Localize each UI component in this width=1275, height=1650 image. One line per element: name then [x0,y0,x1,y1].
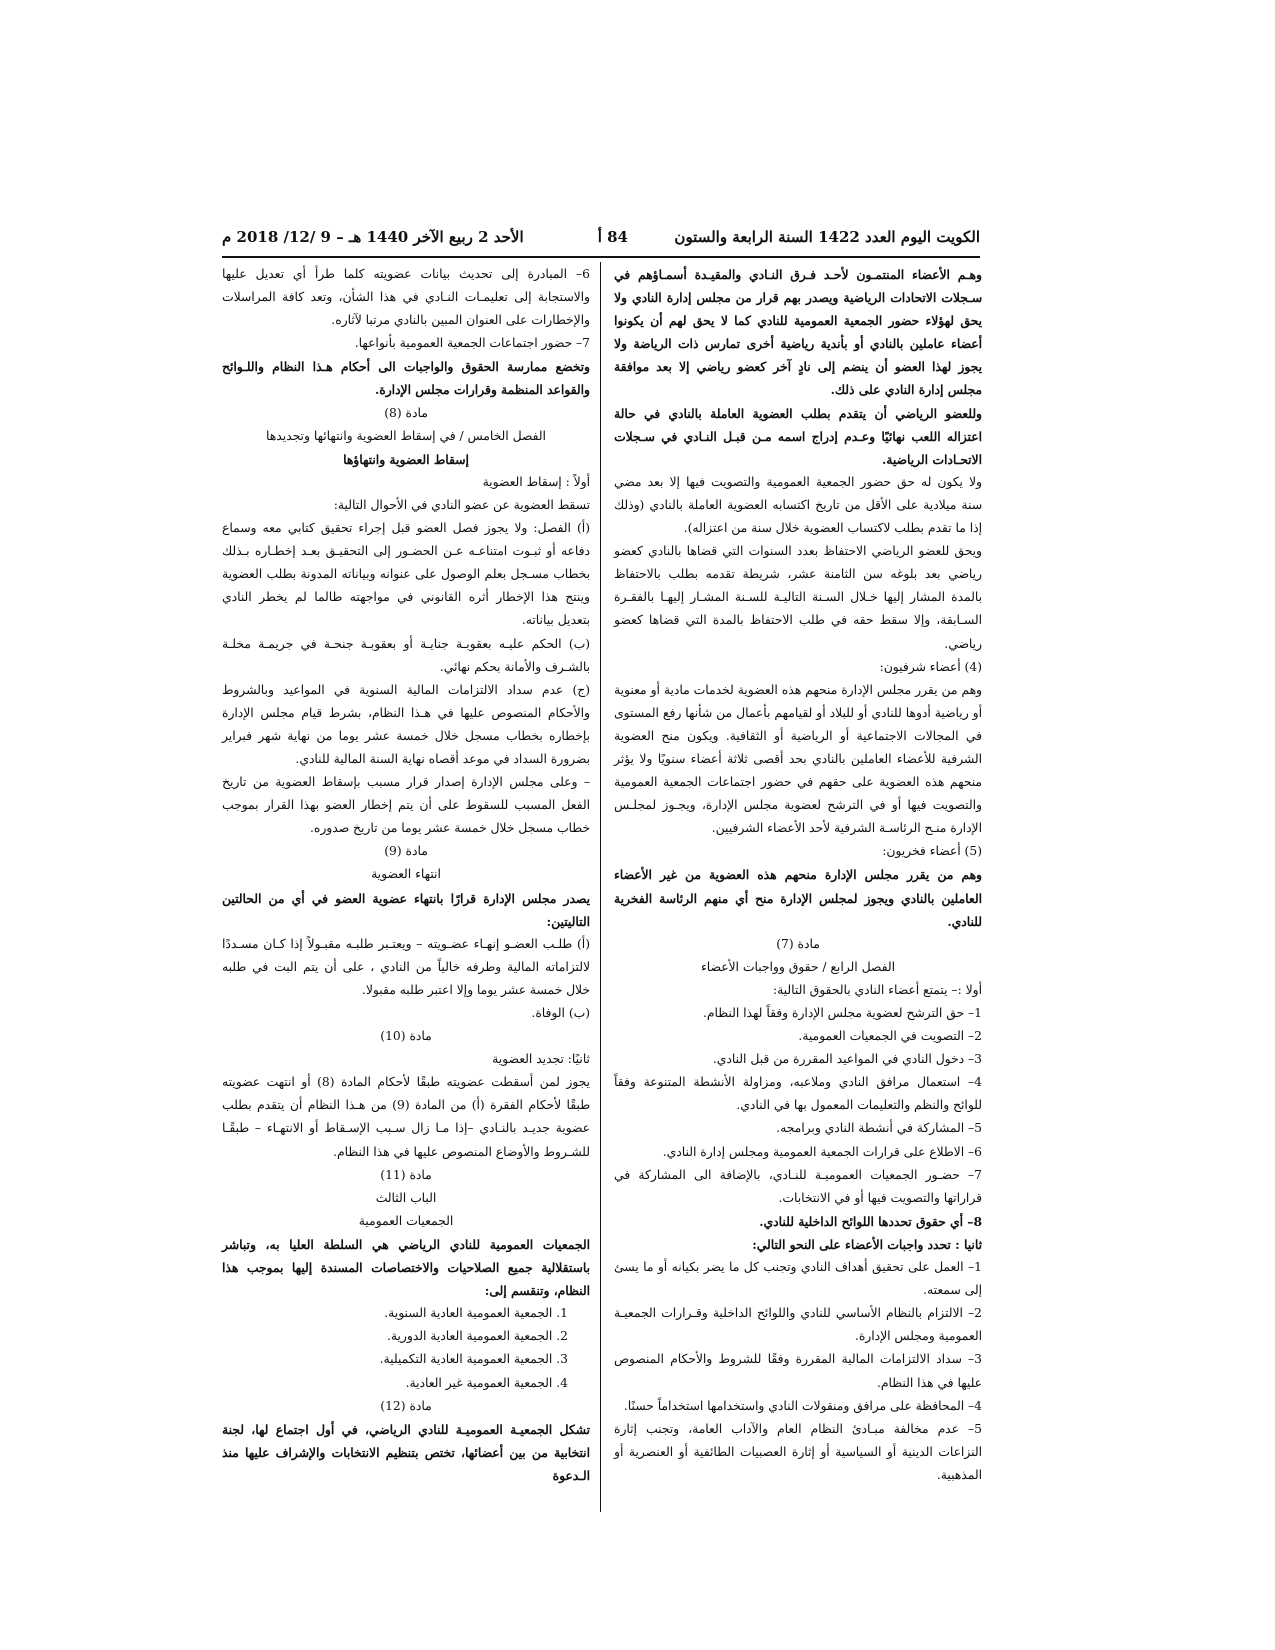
header-date: الأحد 2 ربيع الآخر 1440 هـ – 9 /12/ 2018 م [222,228,524,246]
list-item: 6– المبادرة إلى تحديث بيانات عضويته كلما طرأ أي تعديل عليها والاستجابة إلى تعليمـات النـادي في هذا الشأن، وتعد كافة المراسلات والإخطارات على العنوان المبين بالنادي مرتبا لآثاره. [222,267,590,328]
paragraph: يصدر مجلس الإدارة قرارًا بانتهاء عضوية العضو في أي من الحالتين التاليتين: [222,890,590,929]
subheading: ثانيًا: تجديد العضوية [492,1052,590,1067]
article-number: مادة (8) [384,405,428,420]
list-item: 7– حضـور الجمعيات العموميـة للنـادي، بالإضافة الى المشاركة في قراراتها والتصويت فيها أو في الانتخابات. [614,1167,982,1205]
header-rule [222,256,980,258]
list-item: (ب) الوفاة. [531,1006,590,1020]
paragraph: وهـم الأعضاء المنتمـون لأحـد فـرق النـادي والمقيـدة أسمـاؤهم في سـجلات الاتحادات الرياضية ويصدر بهم قرار من مجلس إدارة النادي ولا يحق لهؤلاء حضور الجمعية العمومية للنادي كما لا يحق لهم أن يكونوا أعضاء عاملين بالنادي أو بأندية رياضية أخرى تمارس ذات الرياضة ولا يجوز لهذا العضو أن ينضم إلى نادٍ آخر كعضو رياضي إلا بعد موافقة مجلس إدارة النادي على ذلك. [614,267,982,398]
list-item: 2. الجمعية العمومية العادية الدورية. [386,1329,568,1344]
list-item: 4. الجمعية العمومية غير العادية. [405,1375,568,1390]
left-column [222,263,590,1487]
header-page-number: 84 أ [597,228,628,246]
paragraph: وللعضو الرياضي أن يتقدم بطلب العضوية العاملة بالنادي في حالة اعتزاله اللعب نهائيًا وعـدم إدراج اسمه مـن قبـل النـادي في سـجلات الاتحـادات الرياضية. [614,405,982,467]
list-item: 5– المشاركة في أنشطة النادي وبرامجه. [776,1121,982,1136]
list-item: 8– أي حقوق تحددها اللوائح الداخلية للنادي. [759,1213,982,1229]
column-divider [600,262,601,1512]
chapter-heading: الفصل الرابع / حقوق وواجبات الأعضاء [701,959,895,974]
right-column [614,263,982,1487]
list-item: 1– حق الترشح لعضوية مجلس الإدارة وفقاً لهذا النظام. [703,1006,982,1020]
part-heading: الباب الثالث [375,1190,437,1205]
paragraph: وهم من يقرر مجلس الإدارة منحهم هذه العضوية لخدمات مادية أو معنوية أو رياضية أدوها للنادي أو للبلاد أو لقيامهم بأعمال من شأنها رفع المستوى في المجالات الاجتماعية أو الرياضية أو الثقافية. ويكون منح العضوية الشرفية للأعضاء العاملين بالنادي بحد أقصى ثلاثة أعضاء سنويًا ولا يؤثر منحهم هذه العضوية على حقهم في حضور اجتماعات الجمعية العمومية والتصويت فيها أو في الترشح لعضوية مجلس الإدارة، ويجـوز لمجلـس الإدارة منـح الرئاسـة الشرفية لأحد الأعضاء الشرفيين. [614,682,982,836]
list-item: 1– العمل على تحقيق أهداف النادي وتجنب كل ما يضر بكيانه أو ما يسئ إلى سمعته. [614,1260,982,1298]
list-item: 2– التصويت في الجمعيات العمومية. [798,1029,982,1044]
list-item: 3– سداد الالتزامات المالية المقررة وفقًا للشروط والأحكام المنصوص عليها في هذا النظام. [614,1352,982,1390]
list-item: 4– استعمال مرافق النادي وملاعبه، ومزاولة الأنشطة المتنوعة وفقاً للوائح والنظم والتعليمات المعمول بها في النادي. [614,1075,982,1113]
article-number: مادة (11) [380,1167,432,1182]
list-item: (ب) الحكم عليـه بعقوبـة جنايـة أو بعقوبـة جنحـة في جريمـة مخلـة بالشـرف والأمانة بحكم نهائي. [222,636,590,674]
paragraph: يجوز لمن أسقطت عضويته طبقًا لأحكام المادة (8) أو انتهت عضويته طبقًا لأحكام الفقرة (أ) من المادة (9) من هـذا النظام أن يتقدم بطلب عضوية جديـد بالنـادي –إذا مـا زال سـبب الإسـقاط أو الانتهـاء – طبقًـا للشـروط والأوضاع المنصوص عليها في هذا النظام. [222,1075,590,1159]
list-item: 6– الاطلاع على قرارات الجمعية العمومية ومجلس إدارة النادي. [662,1144,982,1159]
paragraph: ولا يكون له حق حضور الجمعية العمومية والتصويت فيها إلا بعد مضي سنة ميلادية على الأقل من تاريخ اكتسابه العضوية العاملة بالنادي (وذلك إذا ما تقدم بطلب لاكتساب العضوية خلال سنة من اعتزاله). [614,474,982,536]
list-item: 2– الالتزام بالنظام الأساسي للنادي واللوائح الداخلية وقـرارات الجمعيـة العمومية ومجلس الإدارة. [614,1306,982,1344]
list-item: 3. الجمعية العمومية العادية التكميلية. [379,1352,568,1367]
subheading: ثانيا : تحدد واجبات الأعضاء على النحو التالي: [752,1236,982,1252]
list-item: (أ) طلـب العضـو إنهـاء عضـويته – ويعتـبر طلبـه مقبـولاً إذا كـان مسـددًا لالتزاماته المالية وطرفه خالياً من النادي ، على أن يتم البت في طلبه خلال خمسة عشر يوما وإلا اعتبر طلبه مقبولا. [222,936,590,997]
list-item: 3– دخول النادي في المواعيد المقررة من قبل النادي. [712,1052,982,1067]
page-header [222,228,980,254]
subheading: (4) أعضاء شرفيون: [879,659,982,674]
section-heading: انتهاء العضوية [371,867,441,882]
paragraph: تشكل الجمعيـة العموميـة للنادي الرياضي، في أول اجتماع لها، لجنة انتخابية من بين أعضائها، تختص بتنظيم الانتخابات والإشراف عليها منذ الـدعوة [222,1421,590,1483]
subheading: أولاً : إسقاط العضوية [482,474,590,489]
paragraph: وتخضع ممارسة الحقوق والواجبات الى أحكام هـذا النظام واللـوائح والقواعد المنظمة وقرارات مجلس الإدارة. [222,359,590,398]
paragraph: الجمعيات العمومية للنادي الرياضي هي السلطة العليا به، وتباشر باستقلالية جميع الصلاحيات والاختصاصات المسندة إليها بموجب هذا النظام، وتنقسم إلى: [222,1236,590,1299]
list-item: (ج) عدم سداد الالتزامات المالية السنوية في المواعيد وبالشروط والأحكام المنصوص عليها في هـذا النظام، بشرط قيام مجلس الإدارة بإخطاره بخطاب مسجل خلال خمسة عشر يوما من نهاية شهر فبراير بضرورة السداد في موعد أقصاه نهاية السنة المالية للنادي. [222,682,590,766]
article-number: مادة (10) [380,1029,432,1044]
list-item: 4– المحافظة على مرافق ومنقولات النادي واستخدامها استخداماً حسنًا. [623,1398,982,1413]
header-gazette-issue: الكويت اليوم العدد 1422 السنة الرابعة والستون [674,228,980,246]
list-item: 7– حضور اجتماعات الجمعية العمومية بأنواعها. [354,336,590,351]
article-number: مادة (7) [776,936,820,951]
section-heading: الجمعيات العمومية [358,1213,454,1228]
subheading: (5) أعضاء فخريون: [882,844,982,859]
paragraph: – وعلى مجلس الإدارة إصدار قرار مسبب بإسقاط العضوية من تاريخ الفعل المسبب للسقوط على أن يتم إخطار العضو بهذا القرار بموجب خطاب مسجل خلال خمسة عشر يوما من تاريخ صدوره. [222,775,590,836]
paragraph: ويحق للعضو الرياضي الاحتفاظ بعدد السنوات التي قضاها بالنادي كعضو رياضي بعد بلوغه سن الثامنة عشر، شريطة تقدمه بطلب بالاحتفاظ بالمدة المشار إليها خـلال السـنة التاليـة للسـنة المشـار إليهـا بالفقـرة السـابقة، وإلا سقط حقه في طلب الاحتفاظ بالمدة التي قضاها كعضو رياضي. [614,544,982,651]
article-number: مادة (12) [380,1398,432,1413]
section-heading: إسقاط العضوية وانتهاؤها [343,451,469,467]
article-number: مادة (9) [384,844,428,859]
paragraph: وهم من يقرر مجلس الإدارة منحهم هذه العضوية من غير الأعضاء العاملين بالنادي ويجوز لمجلس الإدارة منح أي منهم الرئاسة الفخرية للنادي. [614,867,982,929]
list-item: 5– عدم مخالفة مبـادئ النظام العام والآداب العامة، وتجنب إثارة النزاعات الدينية أو السياسية أو إثارة العصبيات الطائفية أو العنصرية أو المذهبية. [614,1421,982,1482]
chapter-heading: الفصل الخامس / في إسقاط العضوية وانتهائها وتجديدها [266,428,546,443]
list-item: 1. الجمعية العمومية العادية السنوية. [384,1306,568,1321]
subheading: أولا :– يتمتع أعضاء النادي بالحقوق التالية: [772,982,982,997]
paragraph: تسقط العضوية عن عضو النادي في الأحوال التالية: [333,497,590,512]
list-item: (أ) الفصل: ولا يجوز فصل العضو قبل إجراء تحقيق كتابي معه وسماع دفاعه أو ثبـوت امتناعـه عـن الحضـور إلى التحقيـق بعـد إخطـاره بـذلك بخطاب مسـجل بعلم الوصول على عنوانه وبياناته المدونة بطلب العضوية وينتج هذا الإخطار أثره القانوني في مواجهته طالما لم يخطر النادي بتعديل بياناته. [222,521,590,628]
